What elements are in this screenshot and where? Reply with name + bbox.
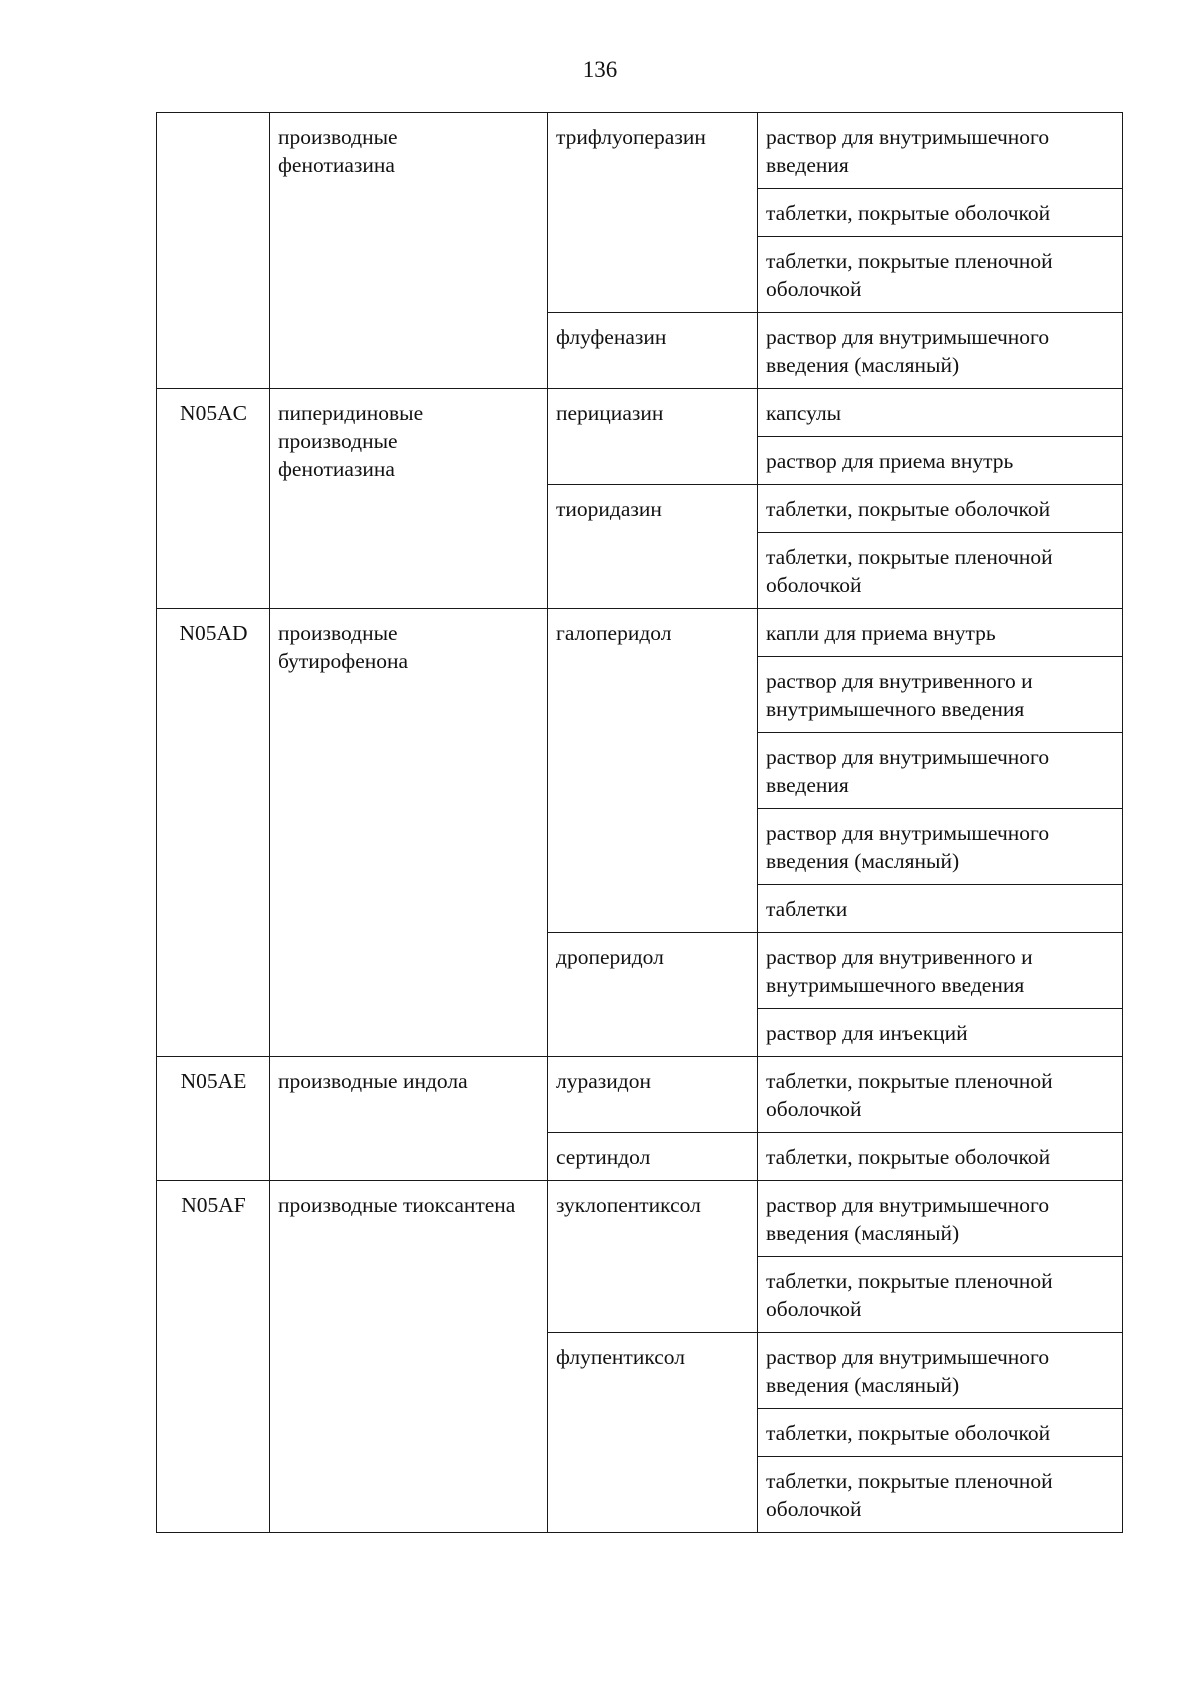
atc-code-cell: N05AF [157,1181,270,1533]
drug-name-cell: дроперидол [548,933,758,1057]
dosage-form-cell: таблетки, покрытые пленочной оболочкой [758,237,1123,313]
dosage-form-cell: капли для приема внутрь [758,609,1123,657]
dosage-form-cell: таблетки, покрытые пленочной оболочкой [758,533,1123,609]
dosage-form-cell: таблетки, покрытые оболочкой [758,189,1123,237]
drug-name-cell: сертиндол [548,1133,758,1181]
dosage-form-cell: раствор для приема внутрь [758,437,1123,485]
drug-name-cell: перициазин [548,389,758,485]
dosage-form-cell: раствор для внутримышечного введения [758,113,1123,189]
dosage-form-cell: раствор для внутримышечного введения (масляный) [758,809,1123,885]
drug-name-cell: зуклопентиксол [548,1181,758,1333]
drug-name-cell: флупентиксол [548,1333,758,1533]
group-name-cell: производные фенотиазина [270,113,548,389]
dosage-form-cell: таблетки, покрытые пленочной оболочкой [758,1457,1123,1533]
group-name-cell: пиперидиновые производные фенотиазина [270,389,548,609]
dosage-form-cell: капсулы [758,389,1123,437]
dosage-form-cell: таблетки, покрытые оболочкой [758,1409,1123,1457]
table-row [157,1057,1123,1133]
drug-table-body [157,113,1123,1533]
group-name-cell: производные бутирофенона [270,609,548,1057]
dosage-form-cell: раствор для внутримышечного введения (масляный) [758,1333,1123,1409]
dosage-form-cell: раствор для внутримышечного введения (масляный) [758,1181,1123,1257]
dosage-form-cell: раствор для инъекций [758,1009,1123,1057]
table-row [157,1181,1123,1257]
table-row [157,113,1123,189]
group-name-cell: производные индола [270,1057,548,1181]
dosage-form-cell: таблетки, покрытые оболочкой [758,485,1123,533]
dosage-form-cell: таблетки [758,885,1123,933]
dosage-form-cell: раствор для внутримышечного введения (масляный) [758,313,1123,389]
dosage-form-cell: таблетки, покрытые пленочной оболочкой [758,1257,1123,1333]
dosage-form-cell: раствор для внутривенного и внутримышечного введения [758,933,1123,1009]
group-name-cell: производные тиоксантена [270,1181,548,1533]
drug-name-cell: флуфеназин [548,313,758,389]
dosage-form-cell: раствор для внутривенного и внутримышечного введения [758,657,1123,733]
drug-name-cell: тиоридазин [548,485,758,609]
atc-code-cell: N05AE [157,1057,270,1181]
drug-name-cell: галоперидол [548,609,758,933]
atc-code-cell: N05AC [157,389,270,609]
atc-code-cell: N05AD [157,609,270,1057]
table-row [157,609,1123,657]
dosage-form-cell: таблетки, покрытые оболочкой [758,1133,1123,1181]
dosage-form-cell: раствор для внутримышечного введения [758,733,1123,809]
page-number: 136 [582,57,618,82]
drug-name-cell: трифлуоперазин [548,113,758,313]
table-row [157,389,1123,437]
drug-table [156,112,1123,1533]
drug-name-cell: луразидон [548,1057,758,1133]
dosage-form-cell: таблетки, покрытые пленочной оболочкой [758,1057,1123,1133]
atc-code-cell [157,113,270,389]
